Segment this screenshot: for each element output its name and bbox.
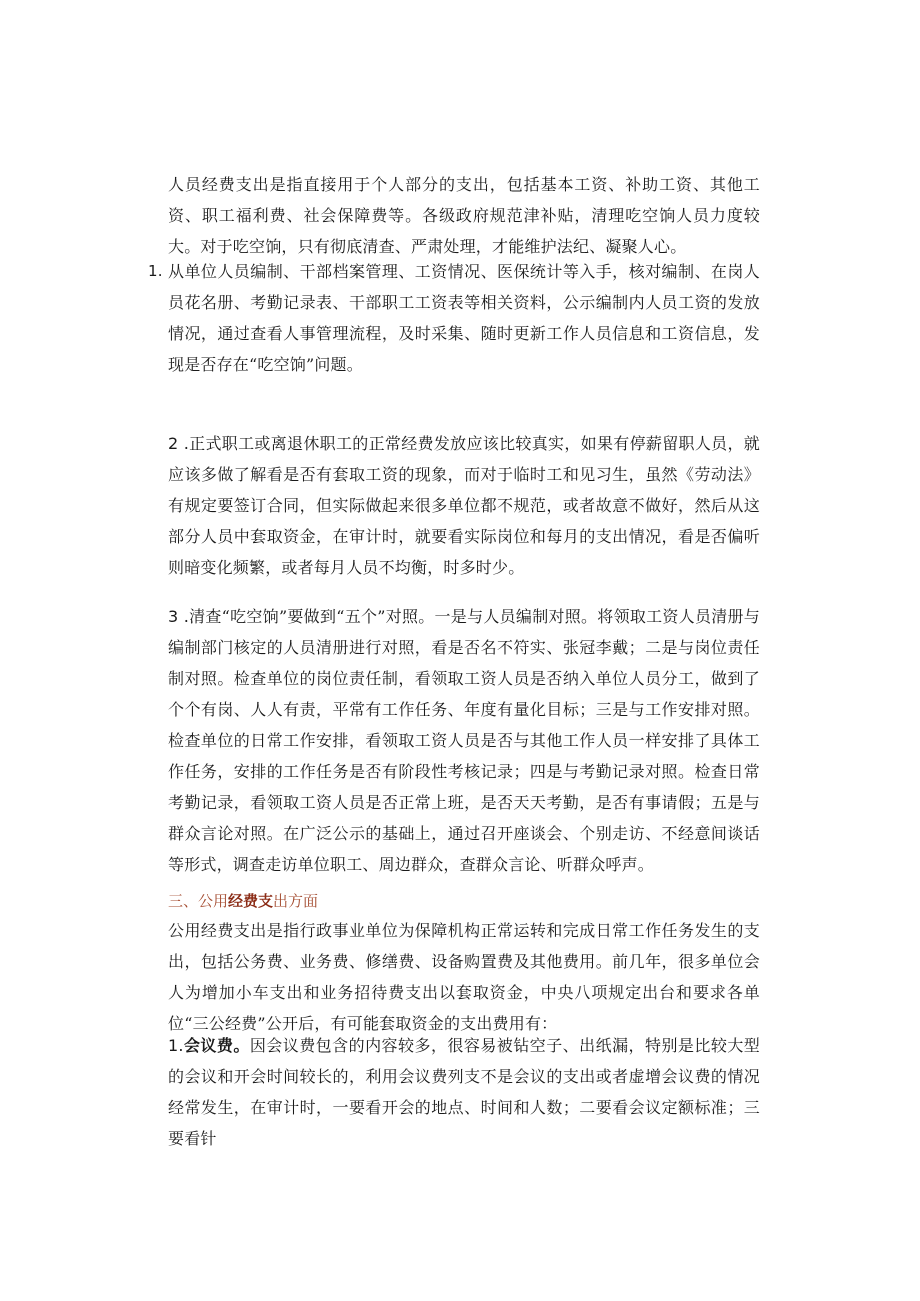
section-heading-suffix: 出方面 [273,892,319,910]
list-item-2-number: 2 [168,434,179,453]
list-item-1-number: 1. [148,262,163,280]
meeting-fee-label: 会议费。 [183,1036,250,1055]
list-item-3-text: .清查“吃空饷”要做到“五个”对照。一是与人员编制对照。将领取工资人员清册与编制部门核定的人员清册进行对照，看是否名不符实、张冠李戴；二是与岗位责任制对照。检查单位的岗位责任制，看领取工资人员是否纳入单位人员分工，做到了个个有岗、人人有责，平常有工作任务、年度有量化目标；三是与工作安排对照。检查单位的日常工作安排，看领取工资人员是否与其他工作人员一样安排了具体工作任务，安排的工作任务是否有阶段性考核记录；四是与考勤记录对照。检查日常考勤记录，看领取工资人员是否正常上班，是否天天考勤，是否有事请假；五是与群众言论对照。在广泛公示的基础上，通过召开座谈会、个别走访、不经意间谈话等形式，调查走访单位职工、周边群众，查群众言论、听群众呼声。 [168,607,760,874]
list-item-1-text: 从单位人员编制、干部档案管理、工资情况、医保统计等入手，核对编制、在岗人员花名册、考勤记录表、干部职工工资表等相关资料，公示编制内人员工资的发放情况，通过查看人事管理流程，及时采集、随时更新工作人员信息和工资信息，发现是否存在“吃空饷”问题。 [168,262,760,374]
meeting-fee-text: 因会议费包含的内容较多，很容易被钻空子、出纸漏，特别是比较大型的会议和开会时间较长的，利用会议费列支不是会议的支出或者虚增会议费的情况经常发生，在审计时，一要看开会的地点、时间和人数；二要看会议定额标准；三要看针 [168,1036,760,1148]
list-item-2 [168,428,760,583]
public-expense-paragraph: 公用经费支出是指行政事业单位为保障机构正常运转和完成日常工作任务发生的支出，包括公务费、业务费、修缮费、设备购置费及其他费用。前几年，很多单位会人为增加小车支出和业务招待费支出以套取资金，中央八项规定出台和要求各单位“三公经费”公开后，有可能套取资金的支出费用有： [168,921,760,1033]
section-heading-emphasis: 经费支 [228,892,274,910]
list-item-3-number: 3 [168,607,179,626]
section-heading-prefix: 三、公用 [168,892,229,910]
meeting-fee-paragraph [168,1030,760,1154]
intro-paragraph: 人员经费支出是指直接用于个人部分的支出，包括基本工资、补助工资、其他工资、职工福利费、社会保障费等。各级政府规范津补贴，清理吃空饷人员力度较大。对于吃空饷，只有彻底清查、严肃处理，才能维护法纪、凝聚人心。 [168,175,760,256]
list-item-2-text: .正式职工或离退休职工的正常经费发放应该比较真实，如果有停薪留职人员，就应该多做了解看是否有套取工资的现象，而对于临时工和见习生，虽然《劳动法》有规定要签订合同，但实际做起来很多单位都不规范，或者故意不做好，然后从这部分人员中套取资金，在审计时，就要看实际岗位和每月的支出情况，看是否偏听则暗变化频繁，或者每月人员不均衡，时多时少。 [168,434,760,577]
section-heading [168,889,318,913]
meeting-fee-number: 1. [168,1036,184,1055]
list-item-3 [168,601,760,880]
list-item-1 [148,256,760,380]
